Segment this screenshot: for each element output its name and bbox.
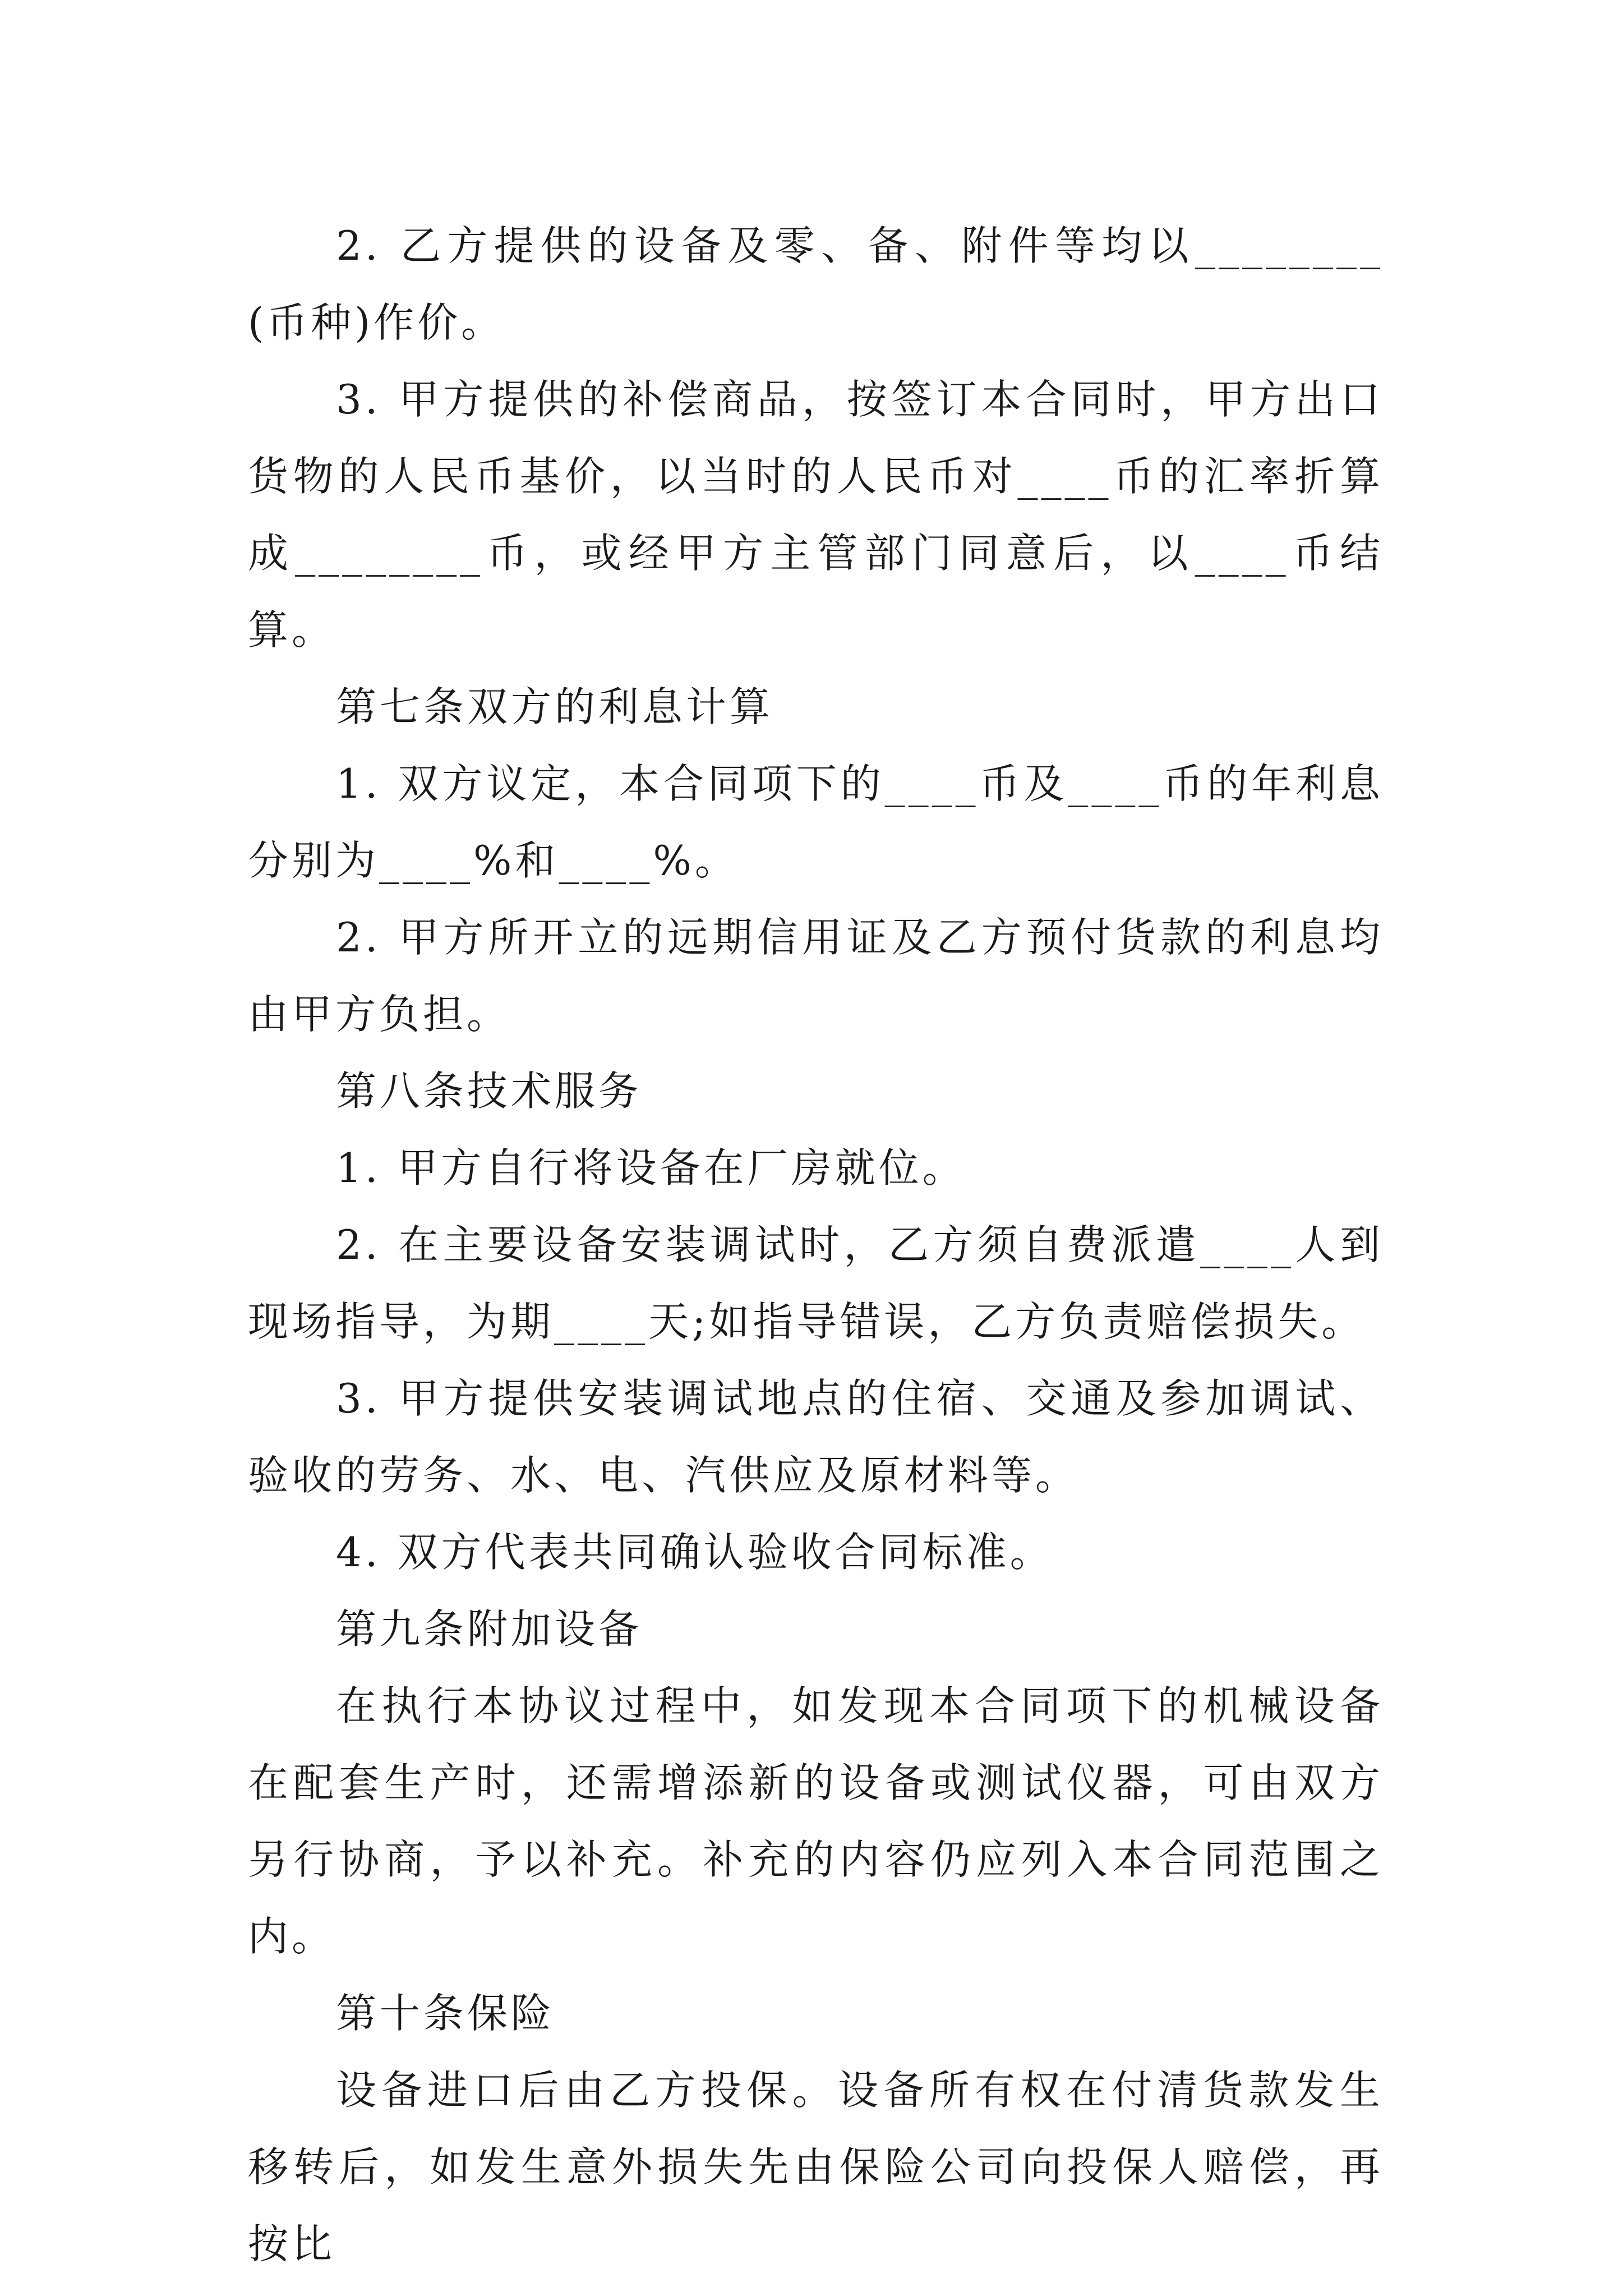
clause-8-heading: 第八条技术服务 (336, 1068, 643, 1115)
clause-7-item-2: 2. 甲方所开立的远期信用证及乙方预付货款的利息均由甲方负担。 (248, 914, 1384, 1038)
clause-9-heading: 第九条附加设备 (336, 1605, 643, 1653)
clause-8-item-2: 2. 在主要设备安装调试时，乙方须自费派遣____人到现场指导，为期____天;如指导错误，乙方负责赔偿损失。 (248, 1221, 1384, 1345)
clause-7-heading: 第七条双方的利息计算 (336, 683, 774, 730)
clause-8-item-3: 3. 甲方提供安装调试地点的住宿、交通及参加调试、验收的劳务、水、电、汽供应及原材料等。 (248, 1375, 1384, 1499)
clause-7-item-1: 1. 双方议定，本合同项下的____币及____币的年利息分别为____%和____%。 (248, 760, 1384, 884)
clause-6-item-3: 3. 甲方提供的补偿商品，按签订本合同时，甲方出口货物的人民币基价，以当时的人民币对____币的汇率折算成________币，或经甲方主管部门同意后，以____币结算。 (248, 376, 1384, 654)
clause-9-body: 在执行本协议过程中，如发现本合同项下的机械设备在配套生产时，还需增添新的设备或测试仪器，可由双方另行协商，予以补充。补充的内容仍应列入本合同范围之内。 (248, 1682, 1384, 1960)
clause-8-item-4: 4. 双方代表共同确认验收合同标准。 (336, 1529, 1054, 1576)
clause-10-body: 设备进口后由乙方投保。设备所有权在付清货款发生移转后，如发生意外损失先由保险公司向投保人赔偿，再按比 (248, 2067, 1384, 2267)
clause-6-item-2: 2. 乙方提供的设备及零、备、附件等均以________(币种)作价。 (248, 222, 1384, 346)
clause-8-item-1: 1. 甲方自行将设备在厂房就位。 (336, 1144, 966, 1191)
document-body (248, 208, 1384, 2283)
clause-10-heading: 第十条保险 (336, 1990, 555, 2037)
